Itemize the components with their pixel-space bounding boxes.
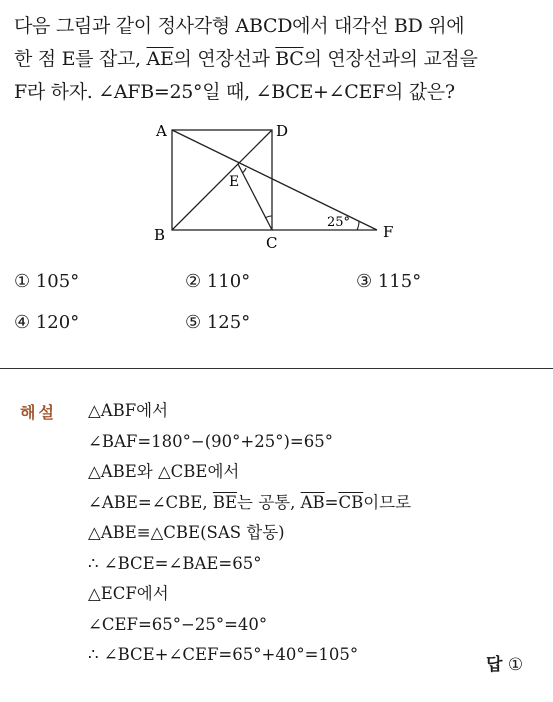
label-d: D: [276, 122, 289, 140]
solution-body: [88, 396, 411, 671]
solution-line-6: ∴ ∠BCE=∠BAE=65°: [88, 553, 262, 573]
solution-text-part: 이므로: [363, 492, 412, 512]
segment-bc: $\overline{BC}$: [275, 48, 304, 70]
answer-label: 답: [486, 655, 503, 675]
segment-ab: $\overline{AB}$: [300, 492, 325, 512]
angle-arc-e: [242, 168, 246, 173]
angle-label-25: 25°: [327, 215, 351, 230]
diagonal-bd: [172, 130, 272, 230]
solution-text-part: 는 공통,: [237, 492, 301, 512]
angle-arc-c: [265, 216, 272, 218]
section-divider: [0, 368, 553, 369]
solution-text-part: ∠ABE=∠CBE,: [88, 492, 213, 512]
angle-arc-f: [357, 221, 359, 230]
solution-line-2: ∠BAF=180°−(90°+25°)=65°: [88, 431, 333, 451]
label-a: A: [156, 122, 167, 140]
solution-line-5: △ABE≡△CBE(SAS 합동): [88, 523, 285, 542]
label-c: C: [266, 234, 278, 252]
solution-label: 해설: [20, 403, 57, 422]
solution-line-7: △ECF에서: [88, 584, 169, 603]
problem-line-2: [14, 43, 542, 76]
problem-text-part: 한 점 E를 잡고,: [14, 48, 147, 70]
choice-4[interactable]: ④ 120°: [14, 312, 80, 333]
solution-line-4: [88, 488, 411, 519]
answer-value: ①: [507, 655, 524, 675]
solution-line-8: ∠CEF=65°−25°=40°: [88, 614, 268, 634]
answer: [486, 650, 523, 675]
solution-line-3: △ABE와 △CBE에서: [88, 462, 240, 481]
problem-line-1: 다음 그림과 같이 정사각형 ABCD에서 대각선 BD 위에: [14, 15, 465, 37]
solution-line-1: △ABF에서: [88, 401, 169, 420]
problem-text: [14, 10, 542, 109]
segment-be: $\overline{BE}$: [212, 492, 238, 512]
geometry-figure: [145, 120, 405, 260]
segment-cb: $\overline{CB}$: [338, 492, 364, 512]
choice-3[interactable]: ③ 115°: [356, 271, 422, 292]
label-e: E: [229, 174, 240, 190]
choice-1[interactable]: ① 105°: [14, 271, 80, 292]
problem-text-part: 의 연장선과의 교점을: [303, 48, 478, 70]
solution-text-part: =: [324, 492, 339, 512]
problem-text-part: 의 연장선과: [173, 48, 276, 70]
choice-5[interactable]: ⑤ 125°: [185, 312, 251, 333]
label-b: B: [154, 226, 166, 244]
segment-ce: [238, 164, 272, 230]
choice-2[interactable]: ② 110°: [185, 271, 251, 292]
segment-ae: $\overline{AE}$: [146, 48, 174, 70]
solution-line-9: ∴ ∠BCE+∠CEF=65°+40°=105°: [88, 645, 359, 664]
label-f: F: [383, 223, 394, 241]
problem-line-3: F라 하자. ∠AFB=25°일 때, ∠BCE+∠CEF의 값은?: [14, 81, 455, 103]
